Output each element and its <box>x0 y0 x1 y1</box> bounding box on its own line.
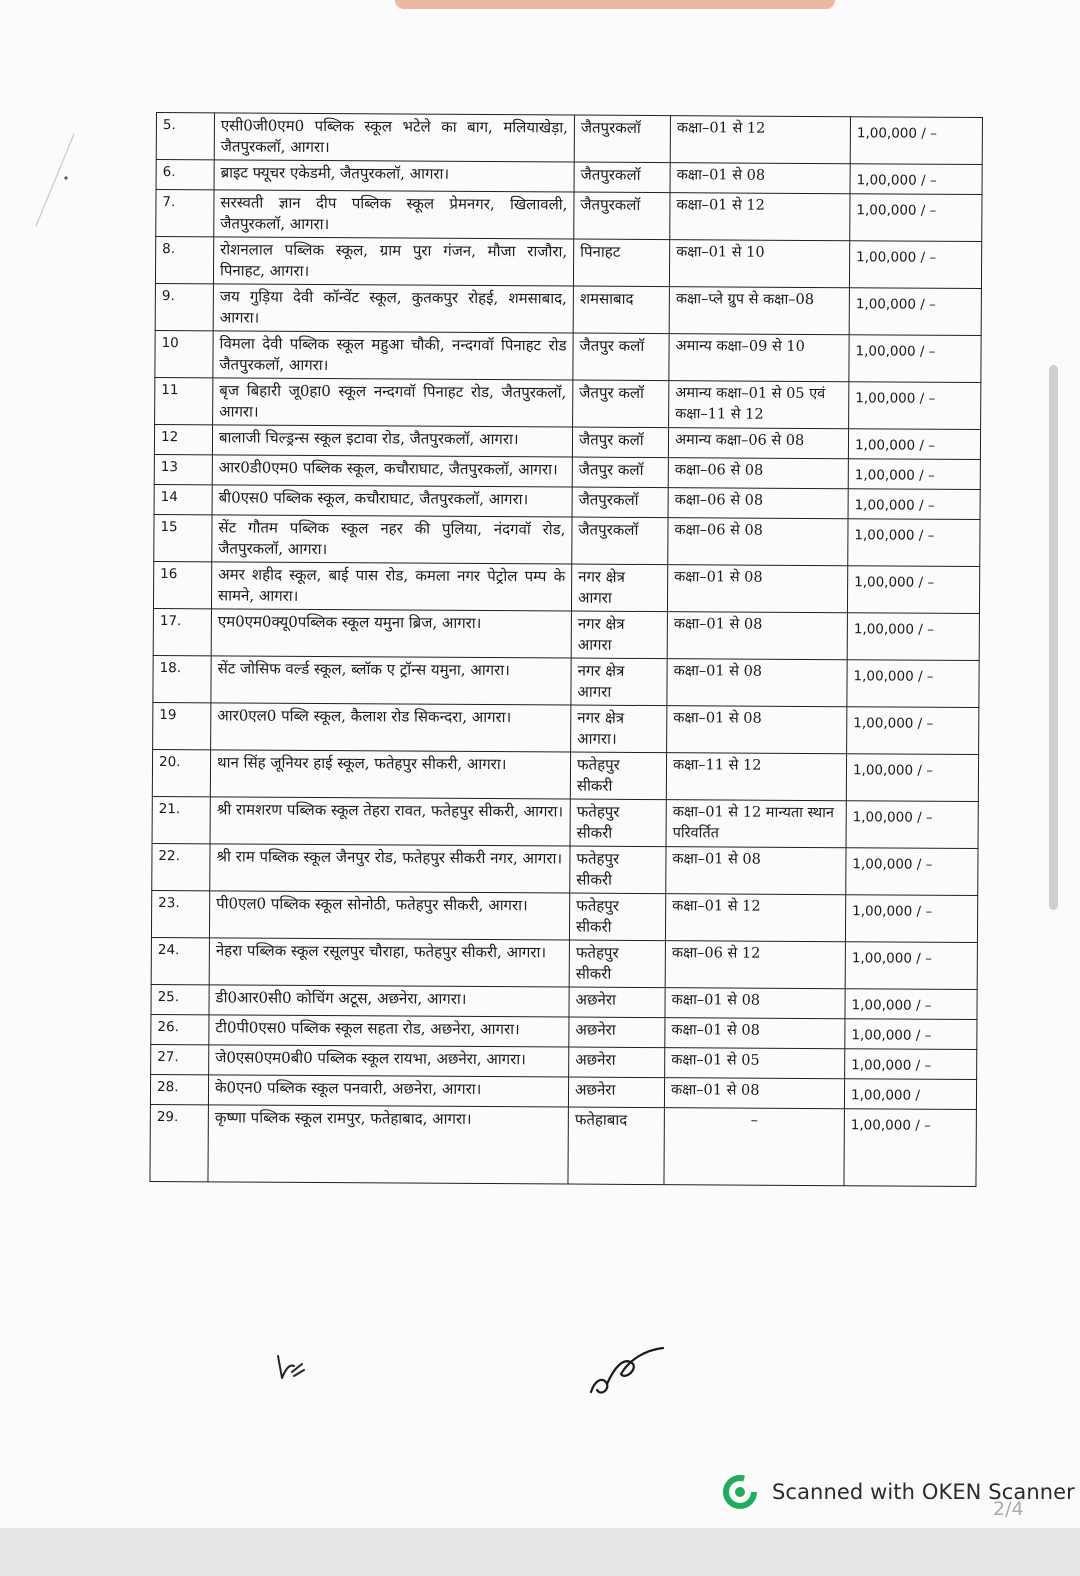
class-range-cell: – <box>664 1108 844 1186</box>
amount-cell: 1,00,000 / – <box>847 613 979 661</box>
school-list-table <box>149 112 983 1187</box>
class-range-cell: कक्षा–01 से 12 <box>670 116 850 164</box>
school-name-cell: आर0एल0 पब्लि स्कूल, कैलाश रोड सिकन्दरा, आगरा। <box>211 703 571 752</box>
table-row <box>156 190 982 242</box>
amount-cell: 1,00,000 / – <box>849 241 981 289</box>
area-cell: फतेहपुर सीकरी <box>570 799 666 847</box>
area-cell: अछनेरा <box>569 987 665 1018</box>
amount-cell: 1,00,000 / – <box>848 429 980 460</box>
school-name-cell: थान सिंह जूनियर हाई स्कूल, फतेहपुर सीकरी, आगरा। <box>210 750 570 799</box>
school-name-cell: रोशनलाल पब्लिक स्कूल, ग्राम पुरा गंजन, मौजा राजौरा, पिनाहट, आगरा। <box>213 237 573 286</box>
table-row <box>153 561 979 613</box>
area-cell: नगर क्षेत्र आगरा <box>571 658 667 706</box>
class-range-cell: कक्षा–01 से 08 <box>665 988 845 1019</box>
school-name-cell: सेंट जोसिफ वर्ल्ड स्कूल, ब्लॉक ए ट्रॉन्स यमुना, आगरा। <box>211 656 571 705</box>
amount-cell: 1,00,000 / – <box>847 707 979 755</box>
amount-cell: 1,00,000 / – <box>845 942 977 990</box>
class-range-cell: कक्षा–01 से 08 <box>665 1018 845 1049</box>
class-range-cell: कक्षा–06 से 12 <box>665 941 845 989</box>
class-range-cell: कक्षा–06 से 08 <box>668 458 848 489</box>
serial-number-cell: 6. <box>156 160 214 190</box>
serial-number-cell: 21. <box>152 796 210 843</box>
school-name-cell: कृष्णा पब्लिक स्कूल रामपुर, फतेहाबाद, आगरा। <box>208 1105 568 1184</box>
serial-number-cell: 5. <box>156 113 214 160</box>
table-row <box>155 283 981 335</box>
amount-cell: 1,00,000 / – <box>849 335 981 383</box>
table-row <box>152 843 978 895</box>
amount-cell: 1,00,000 / – <box>846 801 978 849</box>
amount-cell: 1,00,000 / – <box>846 848 978 896</box>
table-row <box>155 377 981 429</box>
class-range-cell: कक्षा–01 से 08 <box>664 1078 844 1109</box>
class-range-cell: कक्षा–01 से 12 <box>665 894 845 942</box>
serial-number-cell: 22. <box>152 843 210 890</box>
area-cell: फतेहपुर सीकरी <box>570 752 666 800</box>
table-row <box>150 1104 976 1186</box>
table-row <box>153 702 979 754</box>
class-range-cell: कक्षा–01 से 08 <box>667 659 847 707</box>
viewer-bottom-band <box>0 1528 1080 1576</box>
serial-number-cell: 10 <box>155 330 213 377</box>
class-range-cell: अमान्य कक्षा–09 से 10 <box>669 334 849 382</box>
class-range-cell: कक्षा–01 से 08 <box>667 706 847 754</box>
school-name-cell: पी0एल0 पब्लिक स्कूल सोनोठी, फतेहपुर सीकरी, आगरा। <box>209 891 569 940</box>
top-edge-stripe <box>395 0 835 9</box>
area-cell: जैतपुर कलॉ <box>573 333 669 381</box>
serial-number-cell: 8. <box>155 237 213 284</box>
serial-number-cell: 19 <box>153 702 211 749</box>
amount-cell: 1,00,000 / – <box>847 566 979 614</box>
serial-number-cell: 27. <box>151 1044 209 1074</box>
class-range-cell: कक्षा–01 से 08 <box>666 847 846 895</box>
amount-cell: 1,00,000 / – <box>845 1049 977 1080</box>
area-cell: फतेहपुर सीकरी <box>569 893 665 941</box>
area-cell: फतेहपुर सीकरी <box>569 940 665 988</box>
amount-cell: 1,00,000 / – <box>845 989 977 1020</box>
area-cell: जैतपुरकलॉ <box>572 487 668 518</box>
school-name-cell: अमर शहीद स्कूल, बाई पास रोड, कमला नगर पेट्रोल पम्प के सामने, आगरा। <box>211 562 571 611</box>
area-cell: शमसाबाद <box>573 286 669 334</box>
serial-number-cell: 7. <box>156 190 214 237</box>
class-range-cell: कक्षा–11 से 12 <box>666 753 846 801</box>
area-cell: नगर क्षेत्र आगरा। <box>571 705 667 753</box>
school-name-cell: जे0एस0एम0बी0 पब्लिक स्कूल रायभा, अछनेरा, आगरा। <box>209 1045 569 1077</box>
table-body <box>150 113 983 1187</box>
area-cell: अछनेरा <box>569 1017 665 1048</box>
amount-cell: 1,00,000 / <box>844 1079 976 1110</box>
officer-signature <box>585 1340 675 1400</box>
area-cell: जैतपुर कलॉ <box>572 457 668 488</box>
school-name-cell: श्री राम पब्लिक स्कूल जैनपुर रोड, फतेहपुर सीकरी नगर, आगरा। <box>210 844 570 893</box>
page-scrollbar[interactable] <box>1049 365 1058 910</box>
table-row <box>153 655 979 707</box>
school-name-cell: श्री रामशरण पब्लिक स्कूल तेहरा रावत, फतेहपुर सीकरी, आगरा। <box>210 797 570 846</box>
serial-number-cell: 25. <box>151 984 209 1014</box>
serial-number-cell: 14 <box>154 484 212 514</box>
school-name-cell: सरस्वती ज्ञान दीप पब्लिक स्कूल प्रेमनगर, खिलावली, जैतपुरकलॉ, आगरा। <box>214 190 574 239</box>
amount-cell: 1,00,000 / – <box>847 660 979 708</box>
class-range-cell: कक्षा–06 से 08 <box>668 488 848 519</box>
school-name-cell: आर0डी0एम0 पब्लिक स्कूल, कचौराघाट, जैतपुरकलॉ, आगरा। <box>212 455 572 487</box>
table-row <box>151 937 977 989</box>
serial-number-cell: 9. <box>155 283 213 330</box>
amount-cell: 1,00,000 / – <box>849 288 981 336</box>
serial-number-cell: 13 <box>154 454 212 484</box>
class-range-cell: अमान्य कक्षा–01 से 05 एवं कक्षा–11 से 12 <box>669 381 849 429</box>
serial-number-cell: 24. <box>151 937 209 984</box>
class-range-cell: कक्षा–01 से 05 <box>665 1048 845 1079</box>
amount-cell: 1,00,000 / – <box>850 117 982 165</box>
school-name-cell: ब्राइट फ्यूचर एकेडमी, जैतपुरकलॉ, आगरा। <box>214 160 574 192</box>
area-cell: अछनेरा <box>569 1047 665 1078</box>
area-cell: नगर क्षेत्र आगरा <box>571 611 667 659</box>
serial-number-cell: 20. <box>152 749 210 796</box>
serial-number-cell: 15 <box>154 514 212 561</box>
amount-cell: 1,00,000 / – <box>845 895 977 943</box>
area-cell: जैतपुरकलॉ <box>572 517 668 565</box>
serial-number-cell: 28. <box>150 1074 208 1104</box>
table-row <box>155 330 981 382</box>
amount-cell: 1,00,000 / – <box>848 519 980 567</box>
school-name-cell: विमला देवी पब्लिक स्कूल महुआ चौकी, नन्दगवॉ पिनाहट रोड जैतपुरकलॉ, आगरा। <box>213 331 573 380</box>
school-name-cell: सेंट गौतम पब्लिक स्कूल नहर की पुलिया, नंदगवॉ रोड, जैतपुरकलॉ, आगरा। <box>212 515 572 564</box>
initials-signature <box>270 1350 310 1386</box>
school-name-cell: नेहरा पब्लिक स्कूल रसूलपुर चौराहा, फतेहपुर सीकरी, आगरा। <box>209 938 569 987</box>
school-name-cell: बृज बिहारी जू0हा0 स्कूल नन्दगवॉ पिनाहट रोड, जैतपुरकलॉ, आगरा। <box>213 378 573 427</box>
class-range-cell: कक्षा–01 से 10 <box>669 240 849 288</box>
serial-number-cell: 17. <box>153 608 211 655</box>
school-name-cell: बी0एस0 पब्लिक स्कूल, कचौराघाट, जैतपुरकलॉ, आगरा। <box>212 485 572 517</box>
table-row <box>152 749 978 801</box>
amount-cell: 1,00,000 / – <box>846 754 978 802</box>
table-row <box>154 514 980 566</box>
area-cell: अछनेरा <box>568 1077 664 1108</box>
class-range-cell: कक्षा–01 से 08 <box>670 163 850 194</box>
serial-number-cell: 11 <box>155 377 213 424</box>
class-range-cell: कक्षा–06 से 08 <box>668 518 848 566</box>
table-row <box>153 608 979 660</box>
class-range-cell: कक्षा–01 से 12 <box>670 193 850 241</box>
table-row <box>155 237 981 289</box>
area-cell: जैतपुरकलॉ <box>574 192 670 240</box>
serial-number-cell: 29. <box>150 1104 208 1181</box>
area-cell: फतेहाबाद <box>568 1107 664 1185</box>
school-name-cell: एसी0जी0एम0 पब्लिक स्कूल भटेले का बाग, मलियाखेड़ा, जैतपुरकलॉ, आगरा। <box>214 113 574 162</box>
class-range-cell: कक्षा–01 से 08 <box>667 565 847 613</box>
margin-pen-stroke <box>30 130 80 234</box>
amount-cell: 1,00,000 / – <box>845 1019 977 1050</box>
school-name-cell: के0एन0 पब्लिक स्कूल पनवारी, अछनेरा, आगरा। <box>208 1075 568 1107</box>
table-row <box>151 890 977 942</box>
serial-number-cell: 26. <box>151 1014 209 1044</box>
class-range-cell: कक्षा–प्ले ग्रुप से कक्षा–08 <box>669 287 849 335</box>
page-indicator: 2/4 <box>993 1498 1024 1520</box>
serial-number-cell: 18. <box>153 655 211 702</box>
table-row <box>156 113 982 165</box>
class-range-cell: कक्षा–01 से 08 <box>667 612 847 660</box>
area-cell: फतेहपुर सीकरी <box>570 846 666 894</box>
oken-scanner-logo-icon <box>722 1474 758 1510</box>
scanner-watermark-text: Scanned with OKEN Scanner <box>772 1480 1075 1504</box>
serial-number-cell: 16 <box>153 561 211 608</box>
area-cell: जैतपुर कलॉ <box>573 380 669 428</box>
school-name-cell: बालाजी चिल्ड्रन्स स्कूल इटावा रोड, जैतपुरकलॉ, आगरा। <box>212 425 572 457</box>
amount-cell: 1,00,000 / – <box>848 459 980 490</box>
school-name-cell: डी0आर0सी0 कोचिंग अटूस, अछनेरा, आगरा। <box>209 985 569 1017</box>
area-cell: पिनाहट <box>573 239 669 287</box>
area-cell: जैतपुर कलॉ <box>572 427 668 458</box>
amount-cell: 1,00,000 / – <box>850 194 982 242</box>
serial-number-cell: 23. <box>151 890 209 937</box>
area-cell: जैतपुरकलॉ <box>574 162 670 193</box>
area-cell: जैतपुरकलॉ <box>574 115 670 163</box>
school-name-cell: जय गुड़िया देवी कॉन्वेंट स्कूल, कुतकपुर रोहई, शमसाबाद, आगरा। <box>213 284 573 333</box>
school-name-cell: टी0पी0एस0 पब्लिक स्कूल सहता रोड, अछनेरा, आगरा। <box>209 1015 569 1047</box>
amount-cell: 1,00,000 / – <box>844 1109 976 1187</box>
table-row <box>152 796 978 848</box>
school-name-cell: एम0एम0क्यू0पब्लिक स्कूल यमुना ब्रिज, आगरा। <box>211 609 571 658</box>
amount-cell: 1,00,000 / – <box>850 164 982 195</box>
serial-number-cell: 12 <box>154 424 212 454</box>
class-range-cell: अमान्य कक्षा–06 से 08 <box>668 428 848 459</box>
area-cell: नगर क्षेत्र आगरा <box>571 564 667 612</box>
amount-cell: 1,00,000 / – <box>849 382 981 430</box>
amount-cell: 1,00,000 / – <box>848 489 980 520</box>
class-range-cell: कक्षा–01 से 12 मान्यता स्थान परिवर्तित <box>666 800 846 848</box>
